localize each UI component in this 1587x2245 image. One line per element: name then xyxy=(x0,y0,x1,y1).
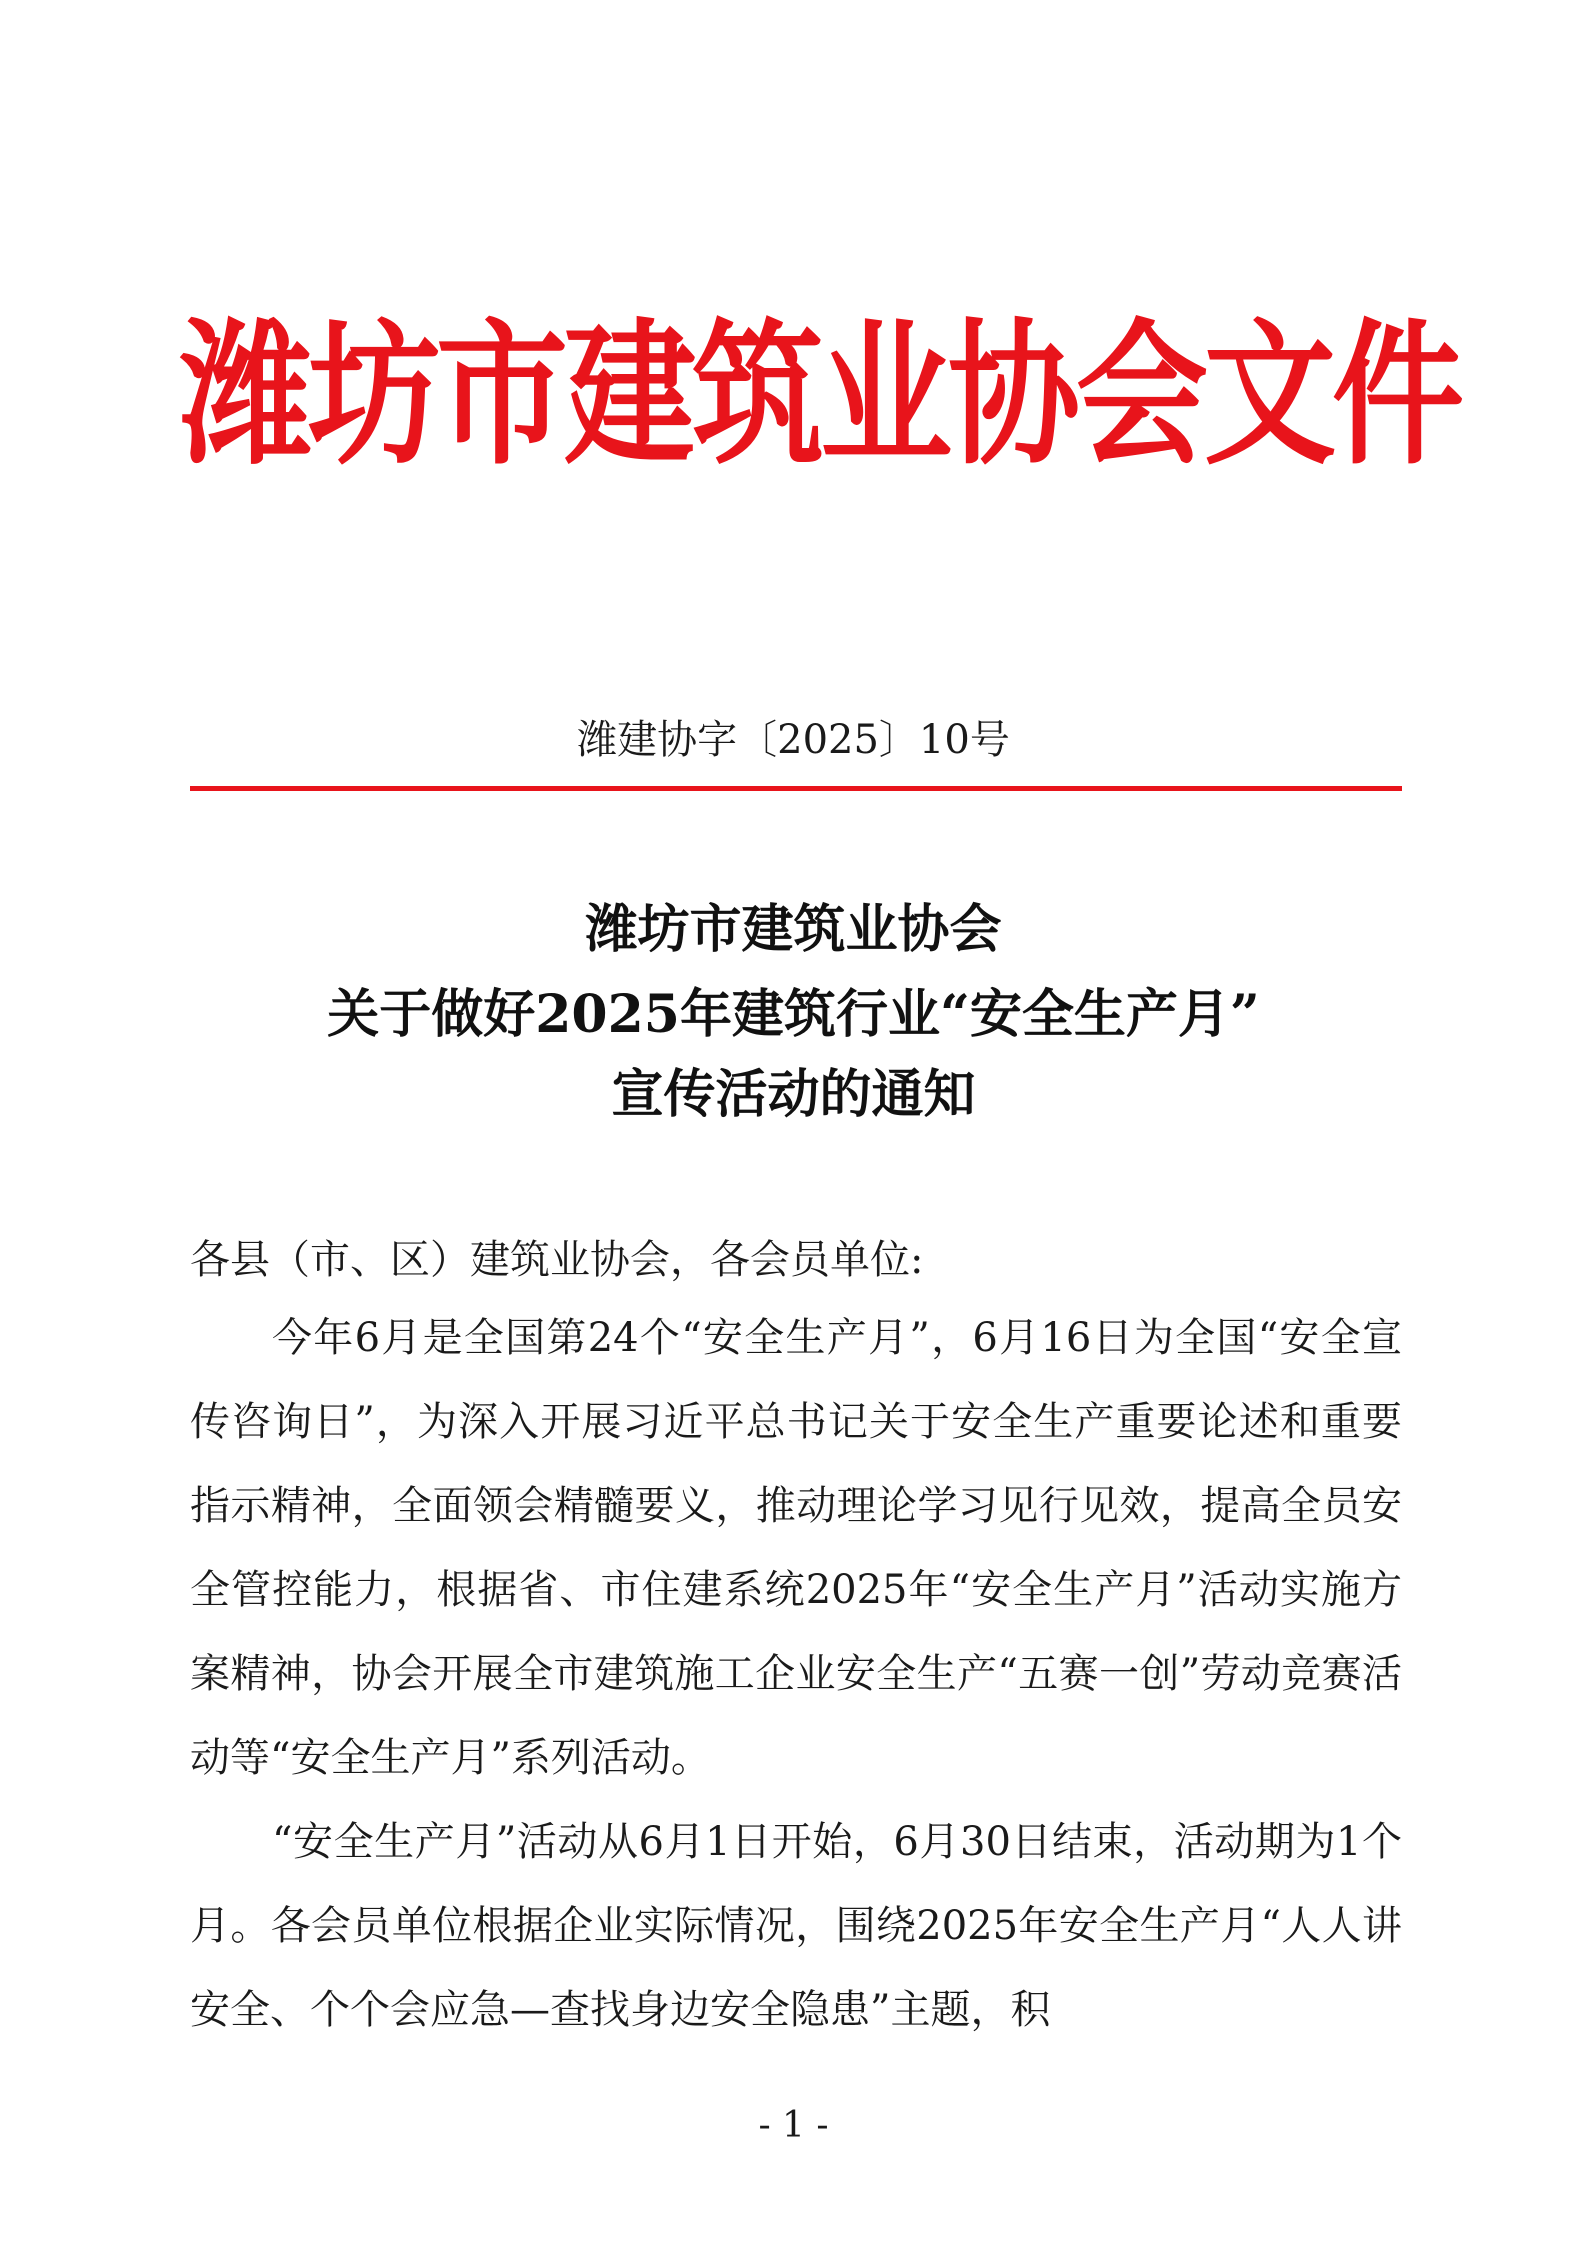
body-paragraph-2: “安全生产月”活动从6月1日开始，6月30日结束，活动期为1个月。各会员单位根据企业实际情况，围绕2025年安全生产月“人人讲安全、个个会应急—查找身边安全隐患”主题，积 xyxy=(190,1819,1402,2033)
body-paragraph-1: 今年6月是全国第24个“安全生产月”，6月16日为全国“安全宣传咨询日”，为深入开展习近平总书记关于安全生产重要论述和重要指示精神，全面领会精髓要义，推动理论学习见行见效，提高全员安全管控能力，根据省、市住建系统2025年“安全生产月”活动实施方案精神，协会开展全市建筑施工企业安全生产“五赛一创”劳动竞赛活动等“安全生产月”系列活动。 xyxy=(190,1315,1402,1781)
page-number: - 1 - xyxy=(758,2105,829,2146)
document-number: 潍建协字〔2025〕10号 xyxy=(577,717,1010,763)
masthead-title: 潍坊市建筑业协会文件 xyxy=(180,305,1460,487)
notice-title-line-3: 宣传活动的通知 xyxy=(611,1064,976,1125)
notice-title-line-1: 潍坊市建筑业协会 xyxy=(585,899,1002,960)
notice-title-line-2: 关于做好2025年建筑行业“安全生产月” xyxy=(327,984,1260,1045)
red-divider-line xyxy=(190,786,1402,791)
salutation: 各县（市、区）建筑业协会，各会员单位: xyxy=(190,1237,924,1283)
